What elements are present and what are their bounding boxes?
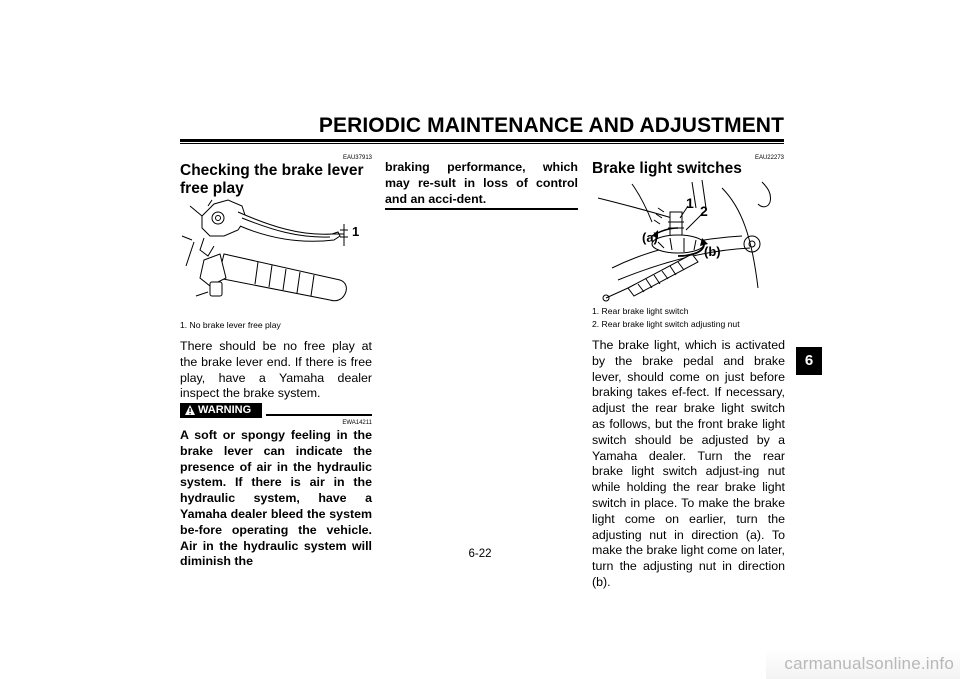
page-number: 6-22 [468,548,492,560]
page-title: PERIODIC MAINTENANCE AND ADJUSTMENT [318,114,784,137]
brake-light-switch-figure [592,178,784,302]
figure-caption: 1. No brake lever free play [180,320,281,330]
figure-callout-1: 1 [686,195,694,211]
warning-end-rule [385,208,578,210]
figure-callout-b: (b) [704,244,721,259]
section-heading-brake-lever: Checking the brake lever free play [180,162,364,197]
section-code: EAU37913 [342,155,372,161]
figure-caption-1: 1. Rear brake light switch [592,306,689,316]
header-rule-thin [180,143,784,144]
body-text: There should be no free play at the brake lever end. If there is free play, have a Yamaha dealer inspect the brake system. [180,339,372,401]
warning-rule [266,414,372,416]
warning-badge [180,403,262,418]
figure-callout-1: 1 [352,224,360,239]
watermark [766,649,960,679]
warning-code: EWA14211 [342,420,372,426]
warning-text-continued: braking performance, which may re-sult in loss of control and an acci-dent. [385,160,578,206]
body-text: The brake light, which is activated by the brake pedal and brake lever, should come on just before braking takes ef-fect. If necessary, adjust the rear brake light switch as follows, but the front brake light switch should be adjusted by a Yamaha dealer. Turn the rear brake light switch adjust-ing nut while holding the rear brake light switch in place. To make the brake light come on earlier, turn the adjusting nut in direction (a). To make the brake light come on later, turn the adjusting nut in direction (b). [592,338,785,589]
figure-caption-2: 2. Rear brake light switch adjusting nut [592,319,740,329]
warning-label: WARNING [198,404,252,416]
section-code: EAU22273 [754,155,784,161]
chapter-tab[interactable]: 6 [796,347,822,375]
warning-triangle-icon [184,404,196,416]
section-heading-brake-light: Brake light switches [592,160,742,177]
warning-text: A soft or spongy feeling in the brake lever can indicate the presence of air in the hydraulic system. If there is air in the hydraulic system, have a Yamaha dealer bleed the system be-fore operating the vehicle. Air in the hydraulic system will diminish the [180,428,372,569]
header-rule [180,139,784,142]
figure-callout-a: (a) [642,230,658,245]
watermark-text: carmanualsonline.info [784,654,954,673]
figure-callout-2: 2 [700,203,708,219]
brake-lever-figure [180,196,374,314]
